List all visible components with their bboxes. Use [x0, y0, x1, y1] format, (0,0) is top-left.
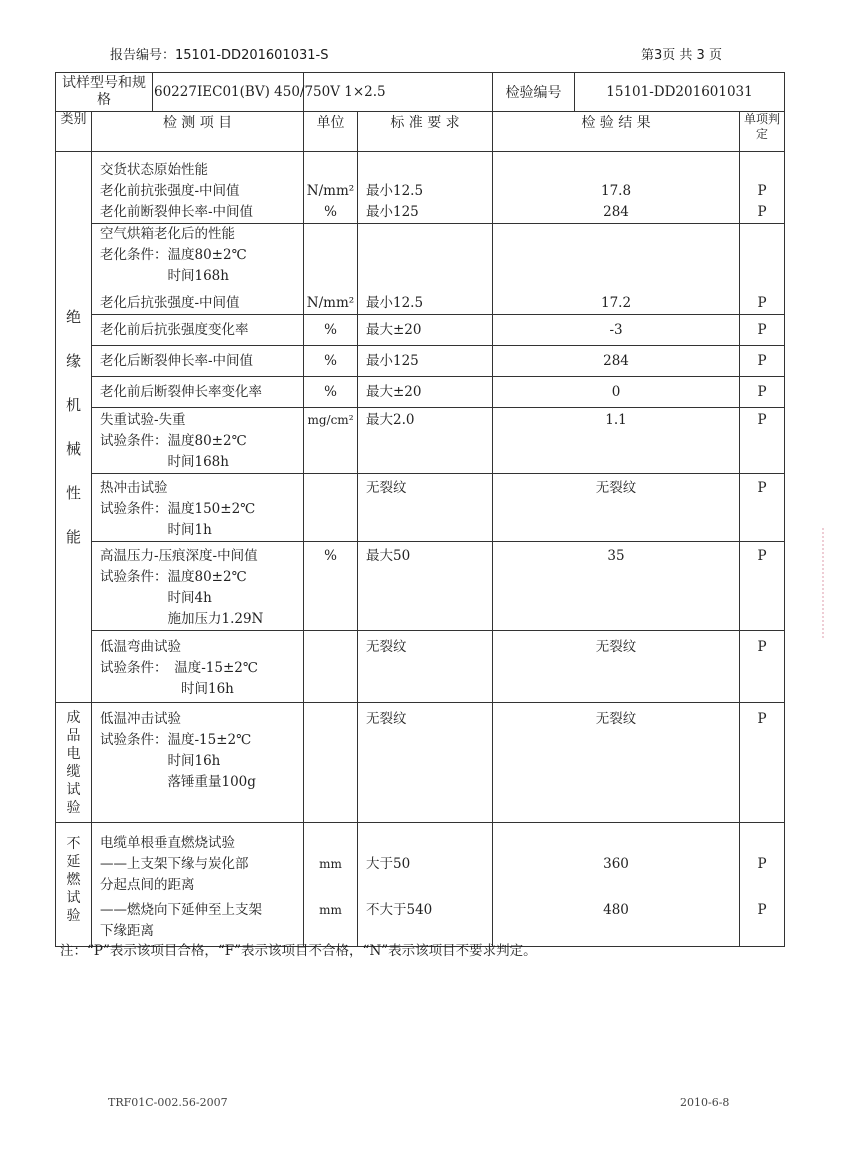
col-requirement: 标 准 要 求: [358, 112, 493, 152]
item-label: 施加压力1.29N: [100, 611, 264, 627]
item-label: 时间16h: [100, 753, 221, 769]
result-value: 无裂纹: [595, 480, 637, 496]
col-category: 类别: [56, 112, 92, 152]
requirement-value: 最小12.5: [366, 295, 424, 311]
table-row: [56, 152, 785, 224]
col-unit: 单位: [304, 112, 358, 152]
requirement-value: 最大50: [366, 548, 411, 564]
table-row: [56, 703, 785, 823]
unit-value: mm: [319, 903, 342, 917]
unit-value: mm: [319, 857, 342, 871]
item-label: 试验条件： 温度-15±2℃: [100, 660, 258, 676]
result-value: 480: [603, 902, 629, 918]
table-row: [56, 224, 785, 315]
result-value: 1.1: [605, 412, 627, 428]
result-value: -3: [609, 321, 623, 338]
item-label: 试验条件：温度-15±2℃: [100, 732, 252, 748]
page-indicator: 第3页 共 3 页: [641, 48, 722, 63]
table-row: [56, 377, 785, 408]
result-value: 360: [603, 856, 629, 872]
item-label: 老化前后抗张强度变化率: [100, 321, 249, 338]
unit-value: %: [324, 383, 337, 400]
requirement-value: 最小125: [366, 204, 419, 220]
item-label: 老化前后断裂伸长率变化率: [100, 383, 262, 400]
category-insulation: 绝 缘 机 械 性 能: [56, 152, 92, 703]
test-number-label: 检验编号: [493, 73, 575, 112]
test-number-value: 15101-DD201601031: [575, 73, 785, 112]
item-label: 低温弯曲试验: [100, 639, 181, 655]
requirement-value: 最大2.0: [366, 412, 415, 428]
category-flame-test: 不 延 燃 试 验: [56, 823, 92, 947]
requirement-value: 无裂纹: [366, 480, 407, 496]
item-label: 时间1h: [100, 522, 212, 538]
unit-value: %: [324, 204, 337, 220]
item-label: 下缘距离: [100, 923, 154, 939]
requirement-value: 最大±20: [366, 383, 422, 400]
item-label: 老化后断裂伸长率-中间值: [100, 352, 254, 369]
table-row: [56, 823, 785, 947]
requirement-value: 最大±20: [366, 321, 422, 338]
result-value: 无裂纹: [595, 711, 637, 727]
form-number: TRF01C-002.56-2007: [108, 1096, 228, 1109]
item-label: 时间16h: [100, 681, 234, 697]
judge-value: P: [757, 183, 767, 199]
unit-value: N/mm²: [306, 183, 355, 199]
item-label: 试验条件：温度150±2℃: [100, 501, 256, 517]
column-header-row: [56, 112, 785, 152]
seal-edge-mark: [822, 528, 834, 638]
col-item: 检 测 项 目: [92, 112, 304, 152]
item-label: ——燃烧向下延伸至上支架: [100, 902, 262, 918]
requirement-value: 最小125: [366, 352, 419, 369]
judge-value: P: [757, 295, 767, 311]
model-label: 试样型号和规格: [56, 73, 153, 111]
unit-value: %: [324, 321, 337, 338]
requirement-value: 无裂纹: [366, 639, 407, 655]
requirement-value: 最小12.5: [366, 183, 424, 199]
report-date: 2010-6-8: [680, 1096, 730, 1109]
judge-value: P: [757, 480, 767, 496]
table-row: [56, 315, 785, 346]
item-label: 试验条件：温度80±2℃: [100, 433, 247, 449]
result-value: 无裂纹: [595, 639, 637, 655]
item-label: 落锤重量100g: [100, 774, 256, 790]
judge-value: P: [757, 902, 767, 918]
item-label: 试验条件：温度80±2℃: [100, 569, 247, 585]
result-value: 284: [603, 204, 629, 220]
item-label: 低温冲击试验: [100, 711, 181, 727]
judge-value: P: [757, 412, 767, 428]
table-row: [56, 474, 785, 542]
item-label: 热冲击试验: [100, 480, 168, 496]
judge-value: P: [757, 352, 767, 369]
model-value: 60227IEC01(BV) 450/750V 1×2.5: [154, 84, 386, 100]
judge-value: P: [757, 548, 767, 564]
item-label: 时间168h: [100, 454, 229, 470]
result-value: 17.8: [600, 183, 632, 199]
unit-value: mg/cm²: [307, 413, 354, 427]
item-label: 电缆单根垂直燃烧试验: [100, 835, 235, 851]
judge-value: P: [757, 639, 767, 655]
unit-value: N/mm²: [306, 295, 355, 311]
category-cable-test: 成 品 电 缆 试 验: [56, 703, 92, 823]
legend-note: 注：“P”表示该项目合格，“F”表示该项目不合格，“N”表示该项目不要求判定。: [60, 943, 537, 959]
requirement-value: 不大于540: [366, 902, 433, 918]
item-label: 老化条件：温度80±2℃: [100, 247, 247, 263]
item-label: 交货状态原始性能: [100, 162, 208, 178]
judge-value: P: [757, 321, 767, 338]
col-judge: 单项判定: [740, 112, 785, 152]
item-label: 老化后抗张强度-中间值: [100, 295, 240, 311]
test-report-table: [55, 72, 785, 947]
col-result: 检 验 结 果: [493, 112, 740, 152]
item-label: 分起点间的距离: [100, 877, 195, 893]
requirement-value: 无裂纹: [366, 711, 407, 727]
judge-value: P: [757, 856, 767, 872]
judge-value: P: [757, 204, 767, 220]
item-label: 失重试验-失重: [100, 412, 186, 428]
table-row: [56, 542, 785, 631]
result-value: 17.2: [600, 295, 632, 311]
unit-value: %: [324, 548, 337, 564]
report-number: 报告编号：15101-DD201601031-S: [110, 48, 329, 63]
table-row: [56, 408, 785, 474]
table-row: [56, 346, 785, 377]
result-value: 284: [603, 352, 629, 369]
unit-value: %: [324, 352, 337, 369]
judge-value: P: [757, 711, 767, 727]
judge-value: P: [757, 383, 767, 400]
result-value: 0: [611, 383, 621, 400]
result-value: 35: [607, 548, 625, 564]
item-label: 时间4h: [100, 590, 212, 606]
item-label: 空气烘箱老化后的性能: [100, 226, 235, 242]
table-row: [56, 631, 785, 703]
item-label: 老化前抗张强度-中间值: [100, 183, 240, 199]
item-label: 高温压力-压痕深度-中间值: [100, 548, 258, 564]
item-label: ——上支架下缘与炭化部: [100, 856, 249, 872]
item-label: 时间168h: [100, 268, 229, 284]
item-label: 老化前断裂伸长率-中间值: [100, 204, 254, 220]
requirement-value: 大于50: [366, 856, 411, 872]
info-row: [56, 73, 785, 112]
